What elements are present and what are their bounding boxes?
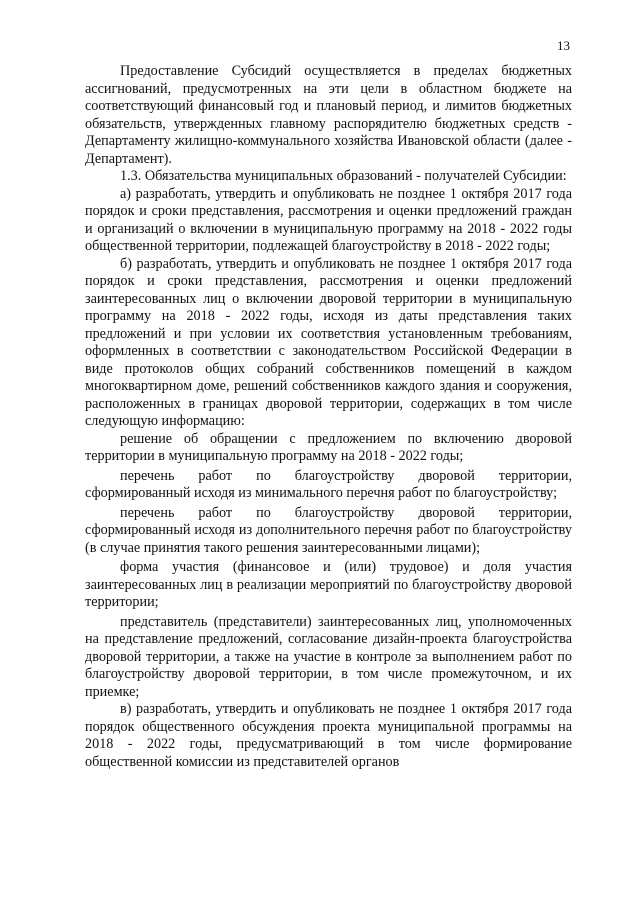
paragraph-participation-form: форма участия (финансовое и (или) трудовое) и доля участия заинтересованных лиц в реализации мероприятий по благоустройству дворовой территории; (85, 559, 572, 610)
document-body (85, 63, 572, 771)
paragraph-section-1-3: 1.3. Обязательства муниципальных образований - получателей Субсидии: (120, 168, 567, 184)
paragraph-item-b: б) разработать, утвердить и опубликовать не позднее 1 октября 2017 года порядок и сроки представления, рассмотрения и оценки предложений заинтересованных лиц о включении дворовой территории в муниципальную программу на 2018 - 2022 годы, исходя из даты представления таких предложений и при условии их соответствия установленным требованиям, оформленных в соответствии с законодательством Российской Федерации в виде протоколов общих собраний собственников помещений в каждом многоквартирном доме, решений собственников каждого здания и сооружения, расположенных в границах дворовой территории, содержащих в том числе следующую информацию: (85, 255, 572, 429)
paragraph-additional-works: перечень работ по благоустройству дворовой территории, сформированный исходя из дополнительного перечня работ по благоустройству (в случае принятия такого решения заинтересованными лицами); (85, 504, 572, 556)
paragraph-subsidy-provision: Предоставление Субсидий осуществляется в пределах бюджетных ассигнований, предусмотренных на эти цели в областном бюджете на соответствующий финансовый год и плановый период, и лимитов бюджетных обязательств, утвержденных главному распорядителю бюджетных средств - Департаменту жилищно-коммунального хозяйства Ивановской области (далее - Департамент). (85, 63, 572, 167)
paragraph-decision: решение об обращении с предложением по включению дворовой территории в муниципальную программу на 2018 - 2022 годы; (85, 430, 572, 464)
paragraph-representatives: представитель (представители) заинтересованных лиц, уполномоченных на представление предложений, согласование дизайн-проекта благоустройства дворовой территории, а также на участие в контроле за выполнением работ по благоустройству дворовой территории, в том числе промежуточном, и их приемке; (85, 613, 572, 700)
paragraph-minimal-works: перечень работ по благоустройству дворовой территории, сформированный исходя из минимального перечня работ по благоустройству; (85, 467, 572, 501)
paragraph-item-v: в) разработать, утвердить и опубликовать не позднее 1 октября 2017 года порядок общественного обсуждения проекта муниципальной программы на 2018 - 2022 годы, предусматривающий в том числе формирование общественной комиссии из представителей органов (85, 701, 572, 770)
page-number: 13 (557, 38, 570, 53)
paragraph-item-a: а) разработать, утвердить и опубликовать не позднее 1 октября 2017 года порядок и сроки представления, рассмотрения и оценки предложений граждан и организаций о включении в муниципальную программу на 2018 - 2022 годы общественной территории, подлежащей благоустройству в 2018 - 2022 годы; (85, 185, 572, 254)
